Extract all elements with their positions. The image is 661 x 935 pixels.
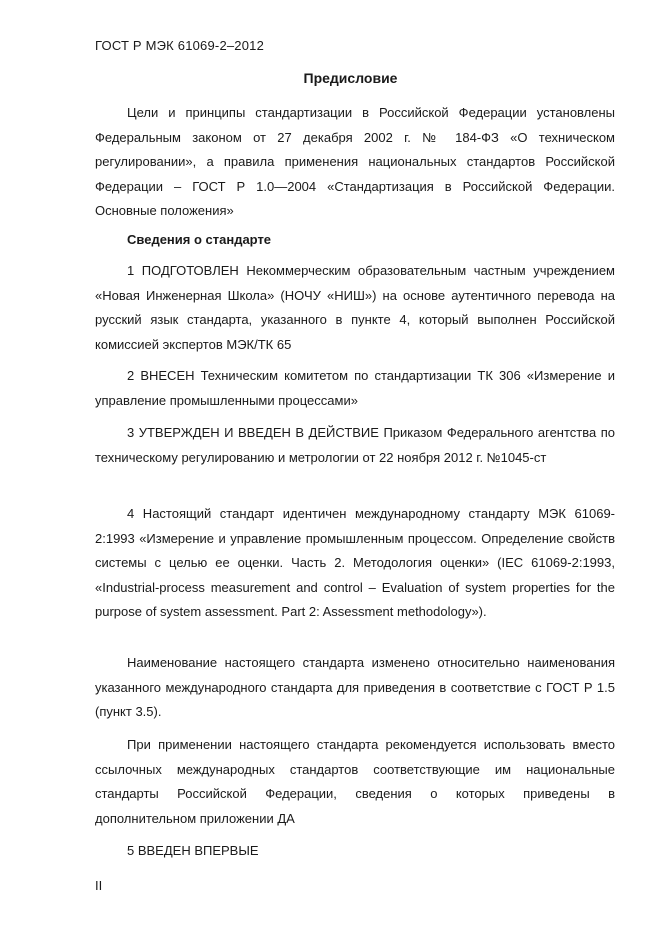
- item-5-paragraph: 5 ВВЕДЕН ВПЕРВЫЕ: [127, 843, 259, 858]
- page-number: II: [95, 878, 103, 893]
- item-4-paragraph: 4 Настоящий стандарт идентичен международному стандарту МЭК 61069-2:1993 «Измерение и управление промышленным процессом. Определение свойств системы с целью ее оценки. Часть 2. Методология оценки» (IEC 61069-2:1993, «Industrial-process measurement and control – Evaluation of system properties for the purpose of system assessment. Part 2: Assessment methodology»).: [95, 506, 615, 619]
- item-2-paragraph: 2 ВНЕСЕН Техническим комитетом по стандартизации ТК 306 «Измерение и управление промышленными процессами»: [95, 368, 615, 408]
- section-heading: Сведения о стандарте: [127, 232, 272, 247]
- intro-paragraph: Цели и принципы стандартизации в Российской Федерации установлены Федеральным законом от 27 декабря 2002 г. № 184-ФЗ «О техническом регулировании», а правила применения национальных стандартов Российской Федерации – ГОСТ Р 1.0—2004 «Стандартизация в Российской Федерации. Основные положения»: [95, 105, 615, 218]
- item-1-paragraph: 1 ПОДГОТОВЛЕН Некоммерческим образовательным частным учреждением «Новая Инженерная Школа» (НОЧУ «НИШ») на основе аутентичного перевода на русский язык стандарта, указанного в пункте 4, который выполнен Российской комиссией экспертов МЭК/ТК 65: [95, 263, 615, 352]
- page-title: Предисловие: [303, 70, 398, 86]
- name-change-paragraph: Наименование настоящего стандарта изменено относительно наименования указанного международного стандарта для приведения в соответствие с ГОСТ Р 1.5 (пункт 3.5).: [95, 655, 615, 719]
- item-3-paragraph: 3 УТВЕРЖДЕН И ВВЕДЕН В ДЕЙСТВИЕ Приказом Федерального агентства по техническому регулированию и метрологии от 22 ноября 2012 г. №1045-ст: [95, 425, 615, 465]
- references-paragraph: При применении настоящего стандарта рекомендуется использовать вместо ссылочных международных стандартов соответствующие им национальные стандарты Российской Федерации, сведения о которых приведены в дополнительном приложении ДА: [95, 737, 615, 826]
- document-header: ГОСТ Р МЭК 61069-2–2012: [95, 38, 265, 53]
